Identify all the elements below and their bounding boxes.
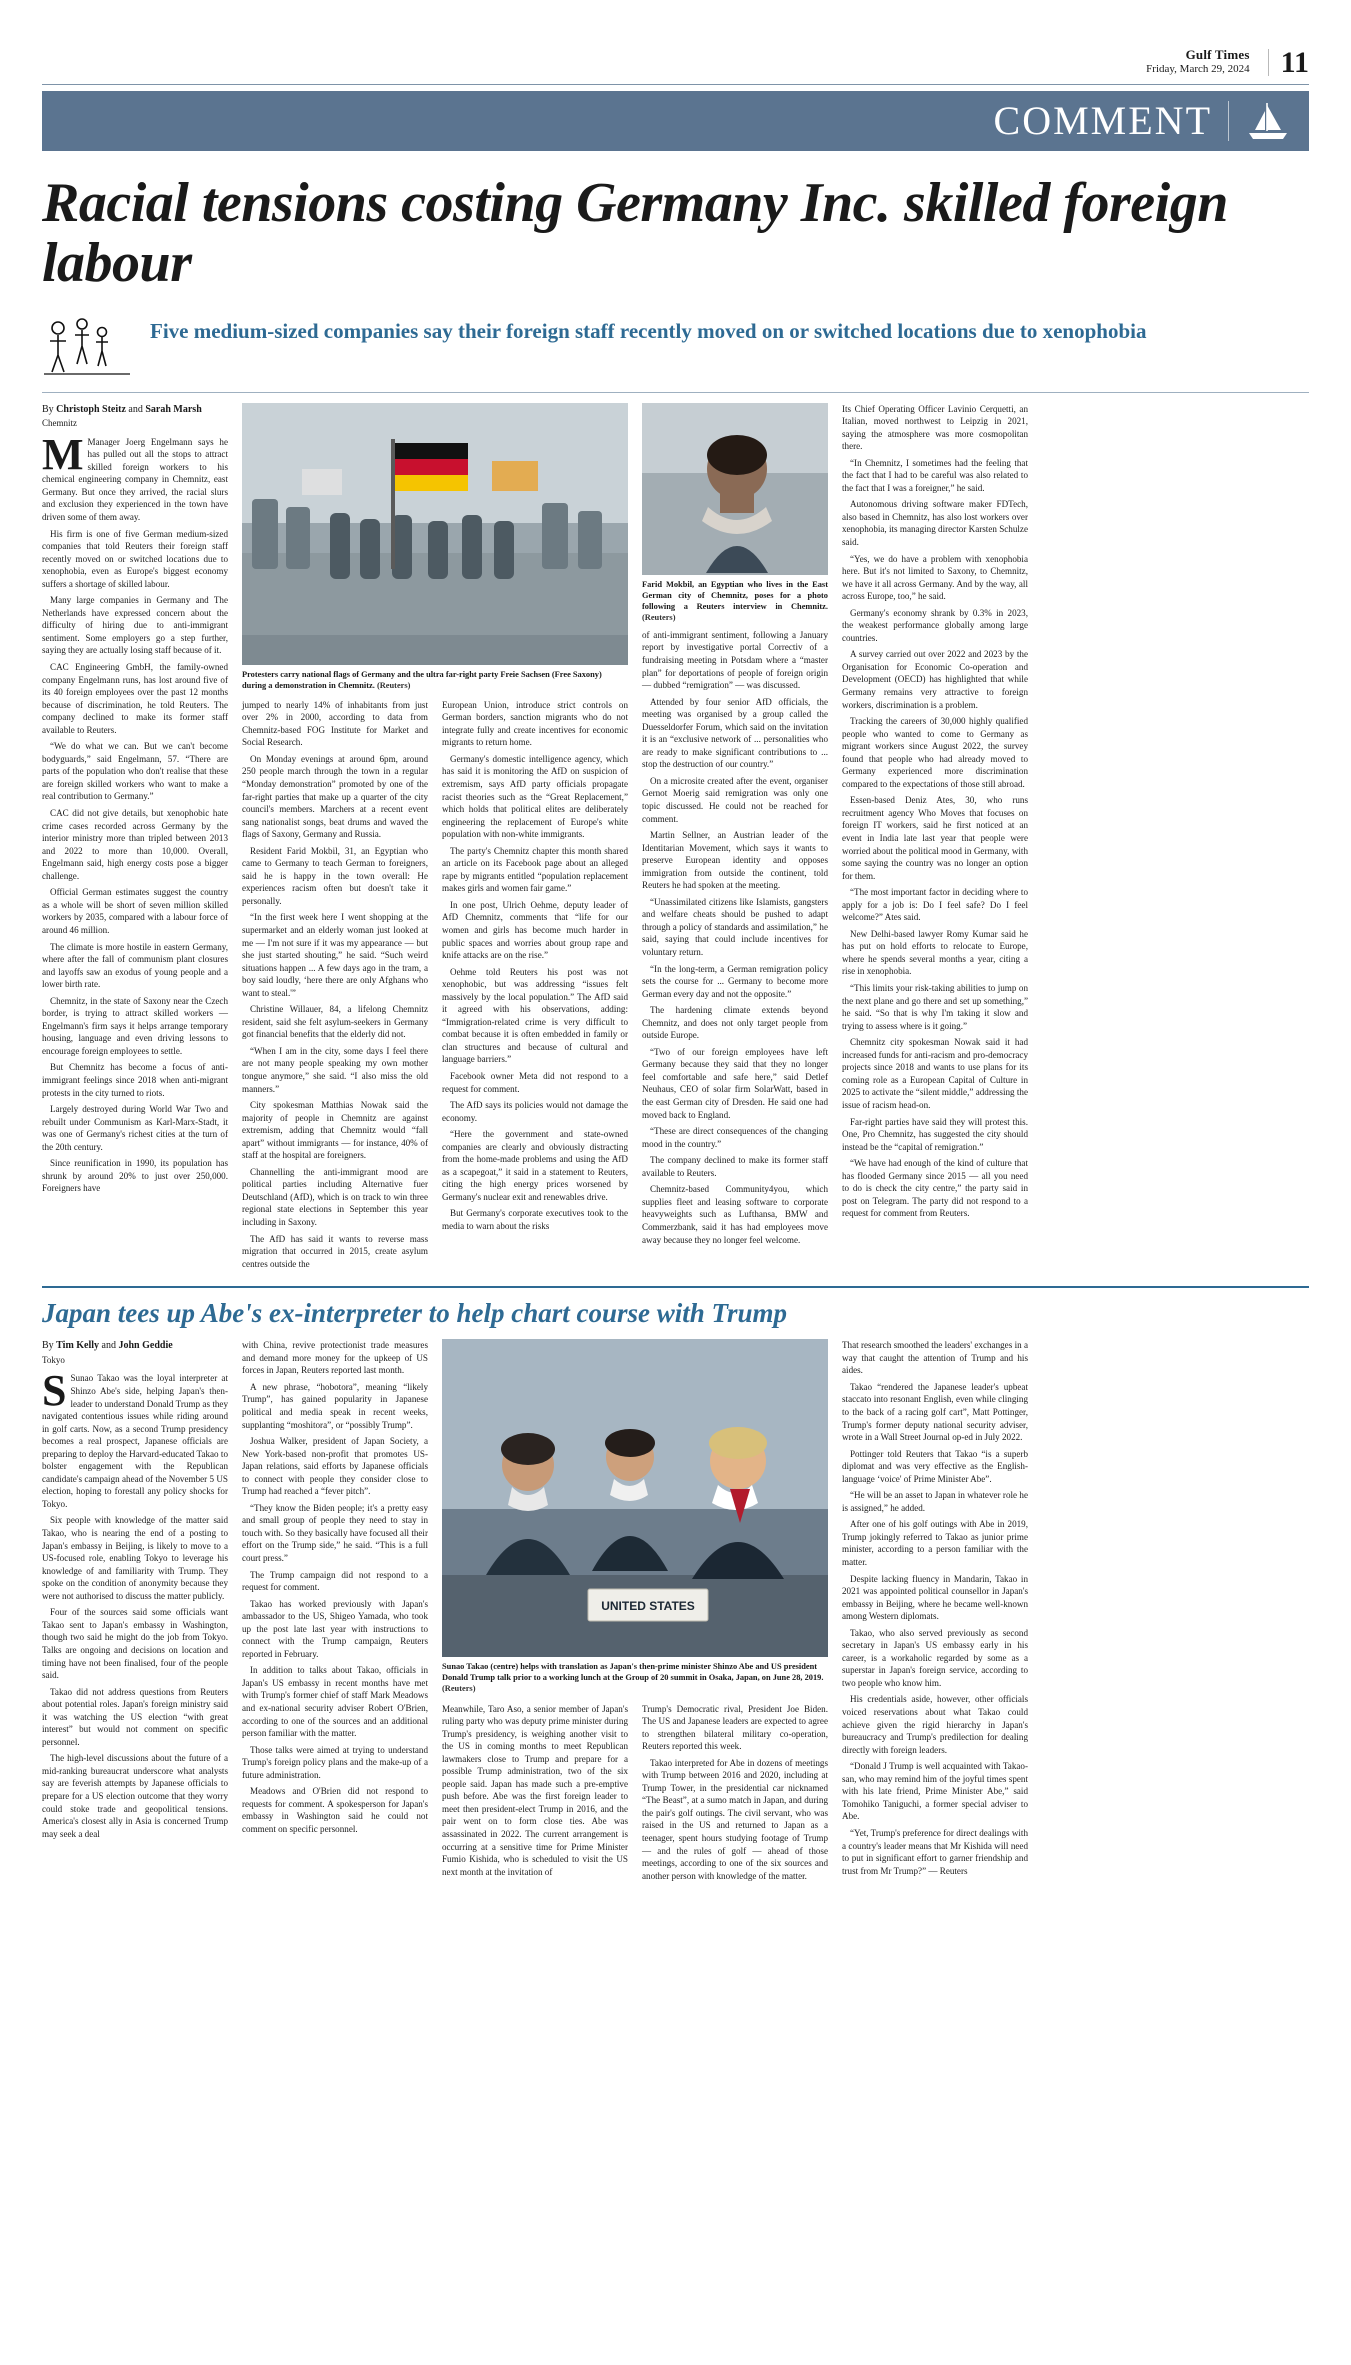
paragraph: Its Chief Operating Officer Lavinio Cerquetti, an Italian, moved northwest to Leipzig in 2021, saying the atmosphere was more cosmopolitan there. xyxy=(842,403,1028,452)
page-number: 11 xyxy=(1268,49,1309,76)
byline-prefix: By xyxy=(42,1340,57,1352)
paragraph: New Delhi-based lawyer Romy Kumar said he has put on hold efforts to relocate to Europe, where he spends several months a year, citing a rise in xenophobia. xyxy=(842,928,1028,977)
secondary-dateline: Tokyo xyxy=(42,1355,65,1366)
svg-text:UNITED STATES: UNITED STATES xyxy=(601,1599,695,1614)
caption-text: Sunao Takao (centre) helps with translation as Japan's then-prime minister Shinzo Abe and US president Donald Trump talk prior to a working lunch at the Group of 20 summit in Osaka, Japan, on June 28, 2019. xyxy=(442,1662,824,1683)
lead-columns-2-3 xyxy=(242,699,628,1275)
paragraph: “These are direct consequences of the changing mood in the country.” xyxy=(642,1126,828,1149)
secondary-column-1 xyxy=(42,1339,228,1886)
lead-photo-2-block xyxy=(642,403,828,623)
paragraph: Far-right parties have said they will protest this. One, Pro Chemnitz, has suggested the city should instead be the “capital of remigration.” xyxy=(842,1116,1028,1152)
paragraph: Largely destroyed during World War Two and rebuilt under Communism as Karl-Marx-Stadt, it was one of Germany's richest cities at the turn of the 20th century. xyxy=(42,1104,228,1152)
byline-author-1: Christoph Steitz xyxy=(56,403,126,415)
section-title: COMMENT xyxy=(993,98,1212,144)
paragraph: “In the first week here I went shopping at the supermarket and an elderly woman just looked at me — I'm not sure if it was my appearance — but she just started shouting,” he said. “Such weird situations happen ... A few days ago in the tram, a boy said loudly, ‘here there are only Afghans who want to steal.'” xyxy=(242,912,428,998)
paragraph: European Union, introduce strict controls on German borders, sanction migrants who do not integrate fully and create incentives for economic migrants to return home. xyxy=(442,699,628,748)
paragraph: Despite lacking fluency in Mandarin, Takao in 2021 was appointed political counsellor in Japan's embassy in Beijing, where he became well-known among Western diplomats. xyxy=(842,1573,1028,1622)
lead-dateline: Chemnitz xyxy=(42,418,77,429)
paragraph: “We have had enough of the kind of culture that has flooded Germany since 2015 — all you need to do is check the city centre,” the party said in post on Telegram. The party did not respond to a request for comment from Reuters. xyxy=(842,1158,1028,1219)
paragraph: Takao, who also served previously as second secretary in Japan's US embassy early in his career, is a workaholic regarded by some as a superstar in Japan's foreign service, according to two people who know him. xyxy=(842,1627,1028,1688)
secondary-column-5 xyxy=(842,1339,1028,1886)
secondary-middle-block xyxy=(442,1339,828,1886)
paragraph: Those talks were aimed at trying to understand Trump's foreign policy plans and the make-up of a future administration. xyxy=(242,1744,428,1780)
lead-column-3 xyxy=(442,699,628,1275)
paragraph: His firm is one of five German medium-sized companies that told Reuters their foreign staff recently moved on or switched locations due to xenophobia, even as Europe's biggest economy suffers a shortage of skilled labour. xyxy=(42,528,228,589)
paragraph: City spokesman Matthias Nowak said the majority of people in Chemnitz are against extremism, adding that Chemnitz would “fall apart” without immigrants — for instance, 40% of staff at the hospital are foreigners. xyxy=(242,1100,428,1161)
paragraph: The high-level discussions about the future of a mid-ranking bureaucrat underscore what analysts say are feverish attempts by Japanese officials to prepare for a US election outcome that they worry could stoke trade and geopolitical tensions. America's closest ally in Asia is concerned Trump may seek a deal xyxy=(42,1753,228,1839)
paragraph: of anti-immigrant sentiment, following a January report by investigative portal Correctiv of a fundraising meeting in Potsdam where a “master plan” for deportations of people of foreign origin — dubbed “remigration” — was discussed. xyxy=(642,629,828,691)
paragraph: Takao did not address questions from Reuters about potential roles. Japan's foreign ministry said it was watching the US election “with great interest” but would not comment on specific personnel. xyxy=(42,1686,228,1747)
lead-column-5 xyxy=(842,403,1028,1275)
byline-join: and xyxy=(99,1340,119,1352)
paragraph: Channelling the anti-immigrant mood are political parties including Alternative fuer Deutschland (AfD), which is on track to win three regional state elections in September this year including in Saxony. xyxy=(242,1166,428,1228)
paragraph: The climate is more hostile in eastern Germany, where after the fall of communism plant closures and layoffs saw an exodus of young people and a lower birth rate. xyxy=(42,941,228,990)
paragraph: Christine Willauer, 84, a lifelong Chemnitz resident, said she felt asylum-seekers in Germany got financial benefits that the elderly did not. xyxy=(242,1004,428,1040)
paragraph: Joshua Walker, president of Japan Society, a New York-based non-profit that promotes US-Japan relations, said efforts by Japanese officials to connect with people they consider close to Trump had reached a “fever pitch”. xyxy=(242,1436,428,1497)
secondary-article xyxy=(42,1286,1309,1886)
paragraph: “In Chemnitz, I sometimes had the feeling that the fact that I had to be careful was also related to the fact that I was a foreigner,” he said. xyxy=(842,457,1028,493)
paragraph: Pottinger told Reuters that Takao “is a superb diplomat and was very effective as the English-language ‘voice' of Prime Minister Abe”. xyxy=(842,1448,1028,1484)
lead-column-1 xyxy=(42,403,228,1275)
byline-join: and xyxy=(125,403,146,415)
paragraph: “The most important factor in deciding where to apply for a job is: Do I feel safe? Do I feel welcome?” Ates said. xyxy=(842,887,1028,923)
paragraph: Meadows and O'Brien did not respond to requests for comment. A spokesperson for Japan's embassy in Washington said he could not comment on specific personnel. xyxy=(242,1786,428,1834)
paragraph: Takao “rendered the Japanese leader's upbeat staccato into resonant English, even while clinging to the back of a racing golf cart”, Matt Pottinger, Trump's former deputy national security adviser, wrote in a Wall Street Journal op-ed in July 2022. xyxy=(842,1381,1028,1443)
caption-text: Protesters carry national flags of Germany and the ultra far-right party Freie Sachsen (Free Saxony) during a demonstration in Chemnitz. xyxy=(242,669,602,690)
secondary-column-2 xyxy=(242,1339,428,1886)
gulf-times-dhow-icon xyxy=(1245,99,1291,143)
header-divider xyxy=(42,84,1309,85)
section-banner xyxy=(42,91,1309,151)
paragraph: Facebook owner Meta did not respond to a request for comment. xyxy=(442,1071,628,1094)
paragraph: “They know the Biden people; it's a pretty easy and small group of people they need to stay in touch with. So they basically have focused all their effort on the Trump side,” he said. “This is a full court press.” xyxy=(242,1502,428,1564)
paragraph: The Trump campaign did not respond to a request for comment. xyxy=(242,1569,428,1593)
people-illustration-icon xyxy=(42,314,132,378)
paragraph: Resident Farid Mokbil, 31, an Egyptian who came to Germany to teach German to foreigners, said he is happy in the town overall: He experiences racism often but doesn't take it personally. xyxy=(242,845,428,906)
paragraph: The AfD has said it wants to reverse mass migration that occurred in 2015, create asylum centres outside the xyxy=(242,1233,428,1269)
paragraph: Oehme told Reuters his post was not xenophobic, but was addressing “issues felt massively by the local population.” The AfD said it agreed with his observations, adding: “Immigration-related crime is very difficult to combat because it is often embedded in family or clan structures and because of cultural and language barriers.” xyxy=(442,966,628,1065)
paragraph: Martin Sellner, an Austrian leader of the Identitarian Movement, which says it wants to preserve European identity and opposes immigration from outside the continent, told Reuters he had spoken at the meeting. xyxy=(642,830,828,891)
paragraph: Chemnitz city spokesman Nowak said it had increased funds for anti-racism and pro-democracy projects since 2018 and wants to use plans for its coming role as a European Capital of Culture in 2025 to activate the “silent middle,” addressing the issue of racism head-on. xyxy=(842,1037,1028,1110)
secondary-byline xyxy=(42,1339,228,1353)
paragraph: The party's Chemnitz chapter this month shared an article on its Facebook page about an alleged rape by migrants entitled “population replacement makes girls and women fair game.” xyxy=(442,845,628,894)
paragraph: “We do what we can. But we can't become bodyguards,” said Engelmann, 57. “There are parts of the population who don't realise that these are foreign skilled workers who want to make a real contribution to Germany.” xyxy=(42,741,228,802)
paragraph: The company declined to make its former staff available to Reuters. xyxy=(642,1155,828,1178)
paragraph: Trump's Democratic rival, President Joe Biden. The US and Japanese leaders are expected to agree to strengthen bilateral military co-operation, Reuters reported this week. xyxy=(642,1703,828,1752)
paragraph: Chemnitz, in the state of Saxony near the Czech border, is trying to attract skilled workers — Engelmann's firm says it helps arrange temporary housing, language and even driving lessons to encourage foreign employees to settle. xyxy=(42,995,228,1056)
lead-deck-row xyxy=(42,314,1309,378)
paragraph: Four of the sources said some officials want Takao sent to Japan's embassy in Washington, though two said he might do the job from Tokyo. Talks are ongoing and decisions on location and timing have not been finalised, four of the people said. xyxy=(42,1607,228,1681)
masthead xyxy=(42,0,1309,79)
paragraph: Since reunification in 1990, its population has shrunk by around 20% to just over 250,000. Foreigners have xyxy=(42,1158,228,1194)
lead-column-2 xyxy=(242,699,428,1275)
paragraph: Meanwhile, Taro Aso, a senior member of Japan's ruling party who was deputy prime minister during Trump's presidency, is weighing another visit to the US in coming months to meet Republican lawmakers close to Trump and prepare for a possible Trump administration, two of the six people said. Japan has made such a pre-emptive push before. Abe was the first foreign leader to meet then president-elect Trump in 2016, and the pair went on to form close ties. Abe was assassinated in 2022. The current arrangement is occurring at a sensitive time for Prime Minister Fumio Kishida, who is scheduled to visit the US next month at the invitation of xyxy=(442,1703,628,1877)
paragraph: In addition to talks about Takao, officials in Japan's US embassy in recent months have met with Trump's former chief of staff Mark Meadows and ex-national security adviser Robert O'Brien, according to one of the sources and an additional person familiar with the matter. xyxy=(242,1665,428,1739)
paragraph: “Here the government and state-owned companies are clearly and obviously distracting from the home-made problems and using the AfD as a scapegoat,” it said in a statement to Reuters, citing the high energy prices worsened by Germany's nuclear exit and renewables drive. xyxy=(442,1129,628,1202)
paragraph: His credentials aside, however, other officials voiced reservations about what Takao could achieve given the rigid hierarchy in Japan's bureaucracy and Trump's predilection for dealing directly with foreign leaders. xyxy=(842,1694,1028,1755)
paragraph: “Yet, Trump's preference for direct dealings with a country's leader means that Mr Kishida will need to put in significant effort to garner friendship and trust from Mr Trump?” — Reuters xyxy=(842,1827,1028,1876)
paragraph: Attended by four senior AfD officials, the meeting was organised by a group called the Duesseldorfer Forum, which said on the invitation it is an “exclusive network of ... personalities who are ready to make significant contributions to ... stop the destruction of our country.” xyxy=(642,696,828,770)
byline-prefix: By xyxy=(42,403,57,415)
lead-middle-block xyxy=(242,403,628,1275)
paragraph: A survey carried out over 2022 and 2023 by the Organisation for Economic Co-operation and Development (OECD) has highlighted that while Germany remains very attractive to foreign workers, discrimination is a problem. xyxy=(842,649,1028,710)
paragraph-text: Sunao Takao was the loyal interpreter at Shinzo Abe's side, helping Japan's then-leader to understand Donald Trump as they navigated contentious issues while riding around in golf carts. Now, as a second Trump presidency becomes a real prospect, Japanese officials are preparing to deploy the Harvard-educated Takao to bolster engagement with the Republican candidate's campaign ahead of the November 5 US election, hoping to forestall any policy shocks for Tokyo. xyxy=(42,1373,228,1509)
lead-paragraph xyxy=(42,1366,228,1510)
lead-column-4 xyxy=(642,403,828,1275)
paragraph: A new phrase, “hobotora”, meaning “likely Trump”, has gained popularity in Japanese political and media speak in recent weeks, supplanting “moshitora”, or “possibly Trump”. xyxy=(242,1381,428,1430)
publication-date: Friday, March 29, 2024 xyxy=(1146,62,1250,75)
lead-photo-2-caption xyxy=(642,579,828,623)
caption-credit: (Reuters) xyxy=(442,1684,476,1694)
lead-byline xyxy=(42,403,228,417)
paragraph: “This limits your risk-taking abilities to jump on the next plane and go there and set up something,” he said. “So that is why I'm taking it slow and trying to assess where is it going.” xyxy=(842,983,1028,1031)
caption-text: Farid Mokbil, an Egyptian who lives in the East German city of Chemnitz, poses for a photo following a Reuters interview in Chemnitz. xyxy=(642,579,828,611)
paragraph: Official German estimates suggest the country as a whole will be short of seven million skilled workers by 2035, compared with a labour force of around 46 million. xyxy=(42,887,228,935)
paragraph: The AfD says its policies would not damage the economy. xyxy=(442,1100,628,1123)
paragraph: That research smoothed the leaders' exchanges in a way that caught the attention of Trump and his aides. xyxy=(842,1340,1028,1376)
drop-cap: S xyxy=(42,1366,67,1416)
secondary-photo-caption xyxy=(442,1661,828,1694)
paragraph: “Yes, we do have a problem with xenophobia here. But it's not limited to Saxony, to Chemnitz, we have it all across Germany. And by the way, all across Europe, too,” he said. xyxy=(842,553,1028,602)
lead-headline: Racial tensions costing Germany Inc. skilled foreign labour xyxy=(42,171,1228,295)
secondary-photo xyxy=(442,1339,828,1657)
paragraph: “Two of our foreign employees have left Germany because they said that they no longer feel comfortable and safe here,” said Detlef Neuhaus, CEO of solar firm SolarWatt, based in the east German city of Dresden. He said one had moved back to England. xyxy=(642,1046,828,1120)
paragraph: The hardening climate extends beyond Chemnitz, and does not only target people from outside Europe. xyxy=(642,1005,828,1041)
banner-divider xyxy=(1228,101,1229,141)
paragraph: Takao has worked previously with Japan's ambassador to the US, Shigeo Yamada, who took up the post late last year with instructions to connect with the Trump campaign, Reuters reported in February. xyxy=(242,1598,428,1659)
lead-photo-1-caption xyxy=(242,669,628,691)
byline-author-2: John Geddie xyxy=(118,1340,173,1352)
paragraph: “When I am in the city, some days I feel there are not many people speaking my own mother tongue anymore,” she said. “I also miss the old manners.” xyxy=(242,1045,428,1094)
paragraph: On a microsite created after the event, organiser Gernot Moerig said remigration was only one topic discussed. He could not be reached for comment. xyxy=(642,775,828,824)
lead-paragraph xyxy=(42,429,228,524)
paragraph: Germany's domestic intelligence agency, which has said it is monitoring the AfD on suspicion of extremism, says AfD party officials propagate racist theories such as the “Great Replacement,” which holds that political elites are deliberately engineering the replacement of Europe's white population with non-white immigrants. xyxy=(442,753,628,840)
paragraph: “He will be an asset to Japan in whatever role he is assigned,” he added. xyxy=(842,1490,1028,1513)
byline-author-2: Sarah Marsh xyxy=(145,403,202,415)
paragraph: On Monday evenings at around 6pm, around 250 people march through the town in a regular “Monday demonstration” promoted by one of the far-right parties that make up a quarter of the city council's members. Marchers at a recent event sang nationalist songs, beat drums and waved the flags of Saxony, Germany and Russia. xyxy=(242,753,428,840)
paragraph: “Unassimilated citizens like Islamists, gangsters and welfare cheats should be pushed to adapt through a policy of standards and assimilation,” he said, saying that could include incentives for voluntary return. xyxy=(642,896,828,958)
drop-cap: M xyxy=(42,429,84,479)
paragraph: Essen-based Deniz Ates, 30, who runs recruitment agency Who Moves that focuses on foreign IT workers, said he first noticed at an event in India late last year that people were worried about the political mood in Germany, with some saying the country was no longer an option for them. xyxy=(842,795,1028,881)
caption-credit: (Reuters) xyxy=(642,612,676,622)
paragraph: with China, revive protectionist trade measures and demand more money for the upkeep of US forces in Japan, Reuters reported last month. xyxy=(242,1340,428,1376)
lead-photo-2 xyxy=(642,403,828,575)
paper-name: Gulf Times xyxy=(1185,47,1250,62)
paragraph: Takao interpreted for Abe in dozens of meetings with Trump between 2016 and 2020, including at Trump Tower, in the presidential car nicknamed “The Beast”, at a sumo match in Japan, and during the pair's golf outings. The civil servant, who was raised in the US and returned to Japan as a teenager, spent hours studying footage of Trump — and the rules of golf — ahead of those meetings, according to one of the six sources and another person with knowledge of the matter. xyxy=(642,1757,828,1881)
paragraph: Many large companies in Germany and The Netherlands have expressed concern about the difficulty of hiring due to anti-immigrant sentiment. Some employers go a step further, saying they are actually losing staff because of it. xyxy=(42,595,228,656)
paragraph: Autonomous driving software maker FDTech, also based in Chemnitz, has also lost workers over xenophobia, its managing director Karsten Schulze said. xyxy=(842,499,1028,547)
paragraph: In one post, Ulrich Oehme, deputy leader of AfD Chemnitz, comments that “life for our women and girls has become much harder in public spaces and worries about group rape and knife attacks are on the rise.” xyxy=(442,899,628,961)
paragraph: Chemnitz-based Community4you, which supplies fleet and leasing software to corporate heavyweights such as Lufthansa, BMW and Commerzbank, said it has had employees move away because they no longer feel welcome. xyxy=(642,1184,828,1245)
secondary-headline: Japan tees up Abe's ex-interpreter to help chart course with Trump xyxy=(42,1298,788,1329)
paragraph: Six people with knowledge of the matter said Takao, who is nearing the end of a posting to Japan's embassy in Beijing, is likely to move to a US-focused role, enabling Tokyo to leverage his knowledge of and familiarity with Trump. They spoke on the condition of anonymity because they were not authorised to discuss the matter publicly. xyxy=(42,1515,228,1601)
secondary-columns xyxy=(42,1339,1309,1886)
lead-article xyxy=(42,403,1309,1275)
lead-deck: Five medium-sized companies say their foreign staff recently moved on or switched locations due to xenophobia xyxy=(150,318,1147,343)
paragraph: After one of his golf outings with Abe in 2019, Trump jokingly referred to Takao as junior prime minister, according to a person familiar with the matter. xyxy=(842,1519,1028,1568)
caption-credit: (Reuters) xyxy=(376,680,411,690)
paragraph-text: Manager Joerg Engelmann says he has pulled out all the stops to attract skilled foreign workers to his chemical engineering company in Chemnitz, east Germany. But once they arrived, the racial slurs and exclusion they experienced in the town have driven some of them away. xyxy=(42,436,228,522)
paragraph: CAC did not give details, but xenophobic hate crime cases recorded across Germany by the interior ministry more than tripled between 2013 and 2022 to more than 10,000. Overall, Engelmann said, high energy costs pose a bigger challenge. xyxy=(42,808,228,881)
lead-photo-1 xyxy=(242,403,628,665)
secondary-columns-3-4 xyxy=(442,1703,828,1887)
paragraph: Tracking the careers of 30,000 highly qualified people who wanted to come to Germany as migrant workers since August 2022, the survey found that people who had already moved to Germany experienced more discrimination compared to the expectations of those still abroad. xyxy=(842,716,1028,789)
byline-author-1: Tim Kelly xyxy=(56,1340,100,1352)
paragraph: But Germany's corporate executives took to the media to warn about the risks xyxy=(442,1208,628,1232)
paragraph: Germany's economy shrank by 0.3% in 2023, the weakest performance globally among large countries. xyxy=(842,607,1028,643)
secondary-column-4 xyxy=(642,1703,828,1887)
paragraph: jumped to nearly 14% of inhabitants from just over 2% in 2000, according to data from Chemnitz-based FOG Institute for Market and Social Research. xyxy=(242,699,428,748)
paragraph: “Donald J Trump is well acquainted with Takao-san, who may remind him of the joyful times spent with his late friend, Prime Minister Abe,” said Tomohiko Taniguchi, a former special adviser to Abe. xyxy=(842,1761,1028,1822)
paragraph: “In the long-term, a German remigration policy sets the course for ... Germany to become more German every day and not the opposite.” xyxy=(642,963,828,999)
paragraph: But Chemnitz has become a focus of anti-immigrant feelings since 2018 when anti-migrant protests in the city turned to riots. xyxy=(42,1062,228,1098)
secondary-column-3 xyxy=(442,1703,628,1887)
lead-photo-1-block xyxy=(242,403,628,691)
paragraph: CAC Engineering GmbH, the family-owned company Engelmann runs, has lost around five of its 40 foreign employees over the past 12 months because of discrimination, he told Reuters. The company declined to make its former staff available to Reuters. xyxy=(42,662,228,735)
masthead-text xyxy=(1146,48,1249,76)
deck-divider xyxy=(42,392,1309,393)
